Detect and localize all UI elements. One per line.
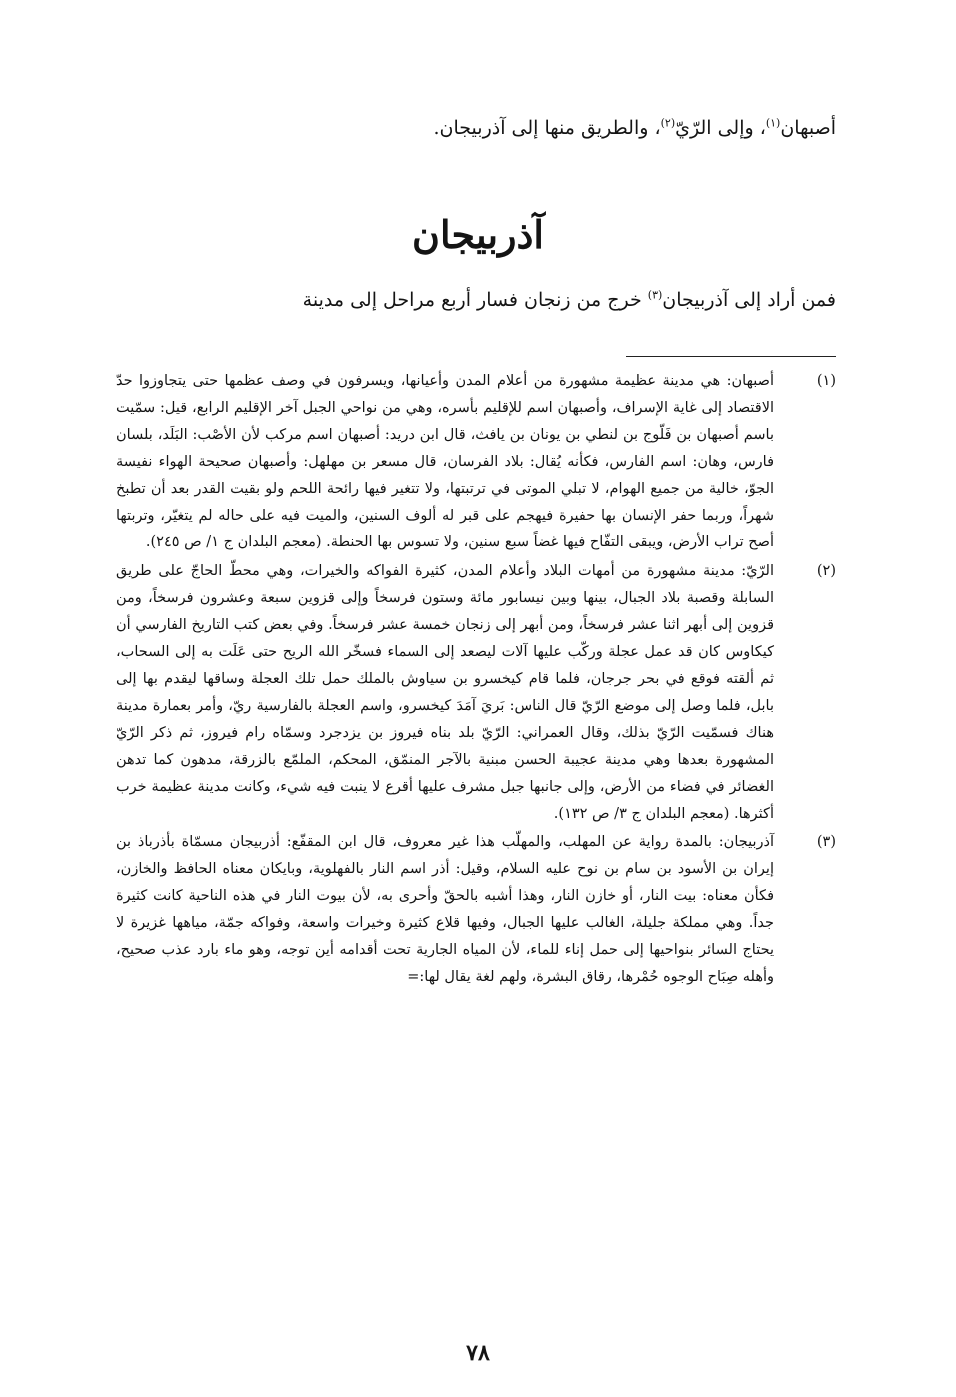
- footnote-divider: [626, 356, 836, 357]
- intro-text-2: ، وإلى الرّيّ: [675, 117, 766, 139]
- footnotes: [116, 368, 836, 993]
- footnote-number: (٢): [816, 563, 836, 580]
- footnote-number: (٣): [816, 834, 836, 851]
- intro-line: [116, 110, 836, 146]
- lead-text-1: فمن أراد إلى آذربيجان: [662, 289, 836, 311]
- lead-text-2: خرج من زنجان فسار أربع مراحل إلى مدينة: [302, 289, 648, 311]
- footnote-text: أصبهان: هي مدينة عظيمة مشهورة من أعلام المدن وأعيانها، ويسرفون في وصف عظمها حتى يتجاوزوا حدّ الاقتصاد إلى غاية الإسراف، وأصبهان اسم للإقليم بأسره، وهي من نواحي الجبل آخر الإقليم الرابع، قيل: سمّيت باسم أصبهان بن فَلّوج بن لنطي بن يونان بن يافث، قال ابن دريد: أصبهان اسم مركب لأن الأصْب: البَلَد، بلسان فارس، وهان: اسم الفارس، فكأنه يُقال: بلاد الفرسان، قال مسعر بن مهلهل: وأصبهان صحيحة الهواء نفيسة الجوّ، خالية من جميع الهوام، لا تبلي الموتى في ترتبتها، ولا تتغير فيها رائحة اللحم ولو بقيت القدر بعد أن تطبخ شهراً، وربما حفر الإنسان بها حفيرة فيهجم على قبر له ألوف السنين، والميت فيه على حاله لم يتغيّر، وتربتها أصح تراب الأرض، ويبقى التفّاح فيها غضاً سبع سنين، ولا تسوس بها الحنطة. (معجم البلدان ج ١/ ص ٢٤٥).: [116, 373, 774, 551]
- intro-text-1: أصبهان: [780, 117, 836, 139]
- footnote-number: (١): [816, 373, 836, 389]
- footnote-ref-1[interactable]: (١): [765, 116, 781, 130]
- footnote-item: [116, 829, 836, 990]
- footnote-item: [116, 558, 836, 827]
- footnote-ref-3[interactable]: (٣): [647, 288, 663, 302]
- footnote-ref-2[interactable]: (٢): [660, 116, 676, 130]
- section-heading: آذربيجان: [412, 212, 544, 257]
- footnote-text: الرّيّ: مدينة مشهورة من أمهات البلاد وأعلام المدن، كثيرة الفواكه والخيرات، وهي محطّ الحاجّ على طريق السابلة وقصبة بلاد الجبال، بينها وبين نيسابور مائة وستون فرسخاً وإلى قزوين سبعة وعشرون فرسخاً، ومن قزوين إلى أبهر اثنا عشر فرسخاً، ومن أبهر إلى زنجان خمسة عشر فرسخاً. وفي بعض كتب التاريخ الفارسي أن كيكاوس كان قد عمل عجلة وركّب عليها آلات ليصعد إلى السماء فسخّر الله الريح حتى عَلَت به إلى السحاب، ثم ألقته فوقع في بحر جرجان، فلما قام كيخسرو بن سياوش بالملك حمل تلك العجلة وساقها ليقدم بها إلى بابل، فلما وصل إلى موضع الرّيّ قال الناس: بَريَ آمَدَ كيخسرو، واسم العجلة بالفارسية ريّ، وأمر بعمارة مدينة هناك فسمّيت الرّيّ بذلك، وقال العمراني: الرّيّ بلد بناه فيروز بن يزدجرد وسمّاه رام فيروز، ثم ذكر الرّيّ المشهورة بعدها وهي مدينة عجيبة الحسن مبنية بالآجر المنمّق، المحكم، الملمّع بالزرقة، مدهون كما تدهن الغضائر في فضاء من الأرض، وإلى جانبها جبل مشرف عليها أقرع لا ينبت فيه شيء، وكانت مدينة عظيمة خرب أكثرها. (معجم البلدان ج ٣/ ص ١٣٢).: [116, 563, 774, 822]
- footnote-text: آذربيجان: بالمدة رواية عن المهلب، والمهلّب هذا غير معروف، قال ابن المقفّع: أذربيجان مسمّاة بأذرباذ بن إيران بن الأسود بن سام بن نوح عليه السلام، وقيل: أذر اسم النار بالفهلوية، وبايكان معناه الحافظ والخازن، فكأن معناه: بيت النار، أو خازن النار، وهذا أشبه بالحقّ وأحرى به، لأن بيوت النار في هذه الناحية كانت كثيرة جداً. وهي مملكة جليلة، الغالب عليها الجبال، وفيها قلاع كثيرة وخيرات واسعة، وفواكه جمّة، مياهها غزيرة لا يحتاج السائر بنواحيها إلى حمل إناء للماء، لأن المياه الجارية تحت أقدامه أين توجه، وهو ماء بارد عذب صحيح، وأهله صِبَاح الوجوه حُمْرها، رقاق البشرة، ولهم لغة يقال لها:=: [116, 834, 774, 985]
- intro-text-3: ، والطريق منها إلى آذربيجان.: [433, 117, 661, 139]
- lead-paragraph: [116, 282, 836, 318]
- page-number: ٧٨: [466, 1340, 490, 1366]
- footnote-item: [116, 368, 836, 556]
